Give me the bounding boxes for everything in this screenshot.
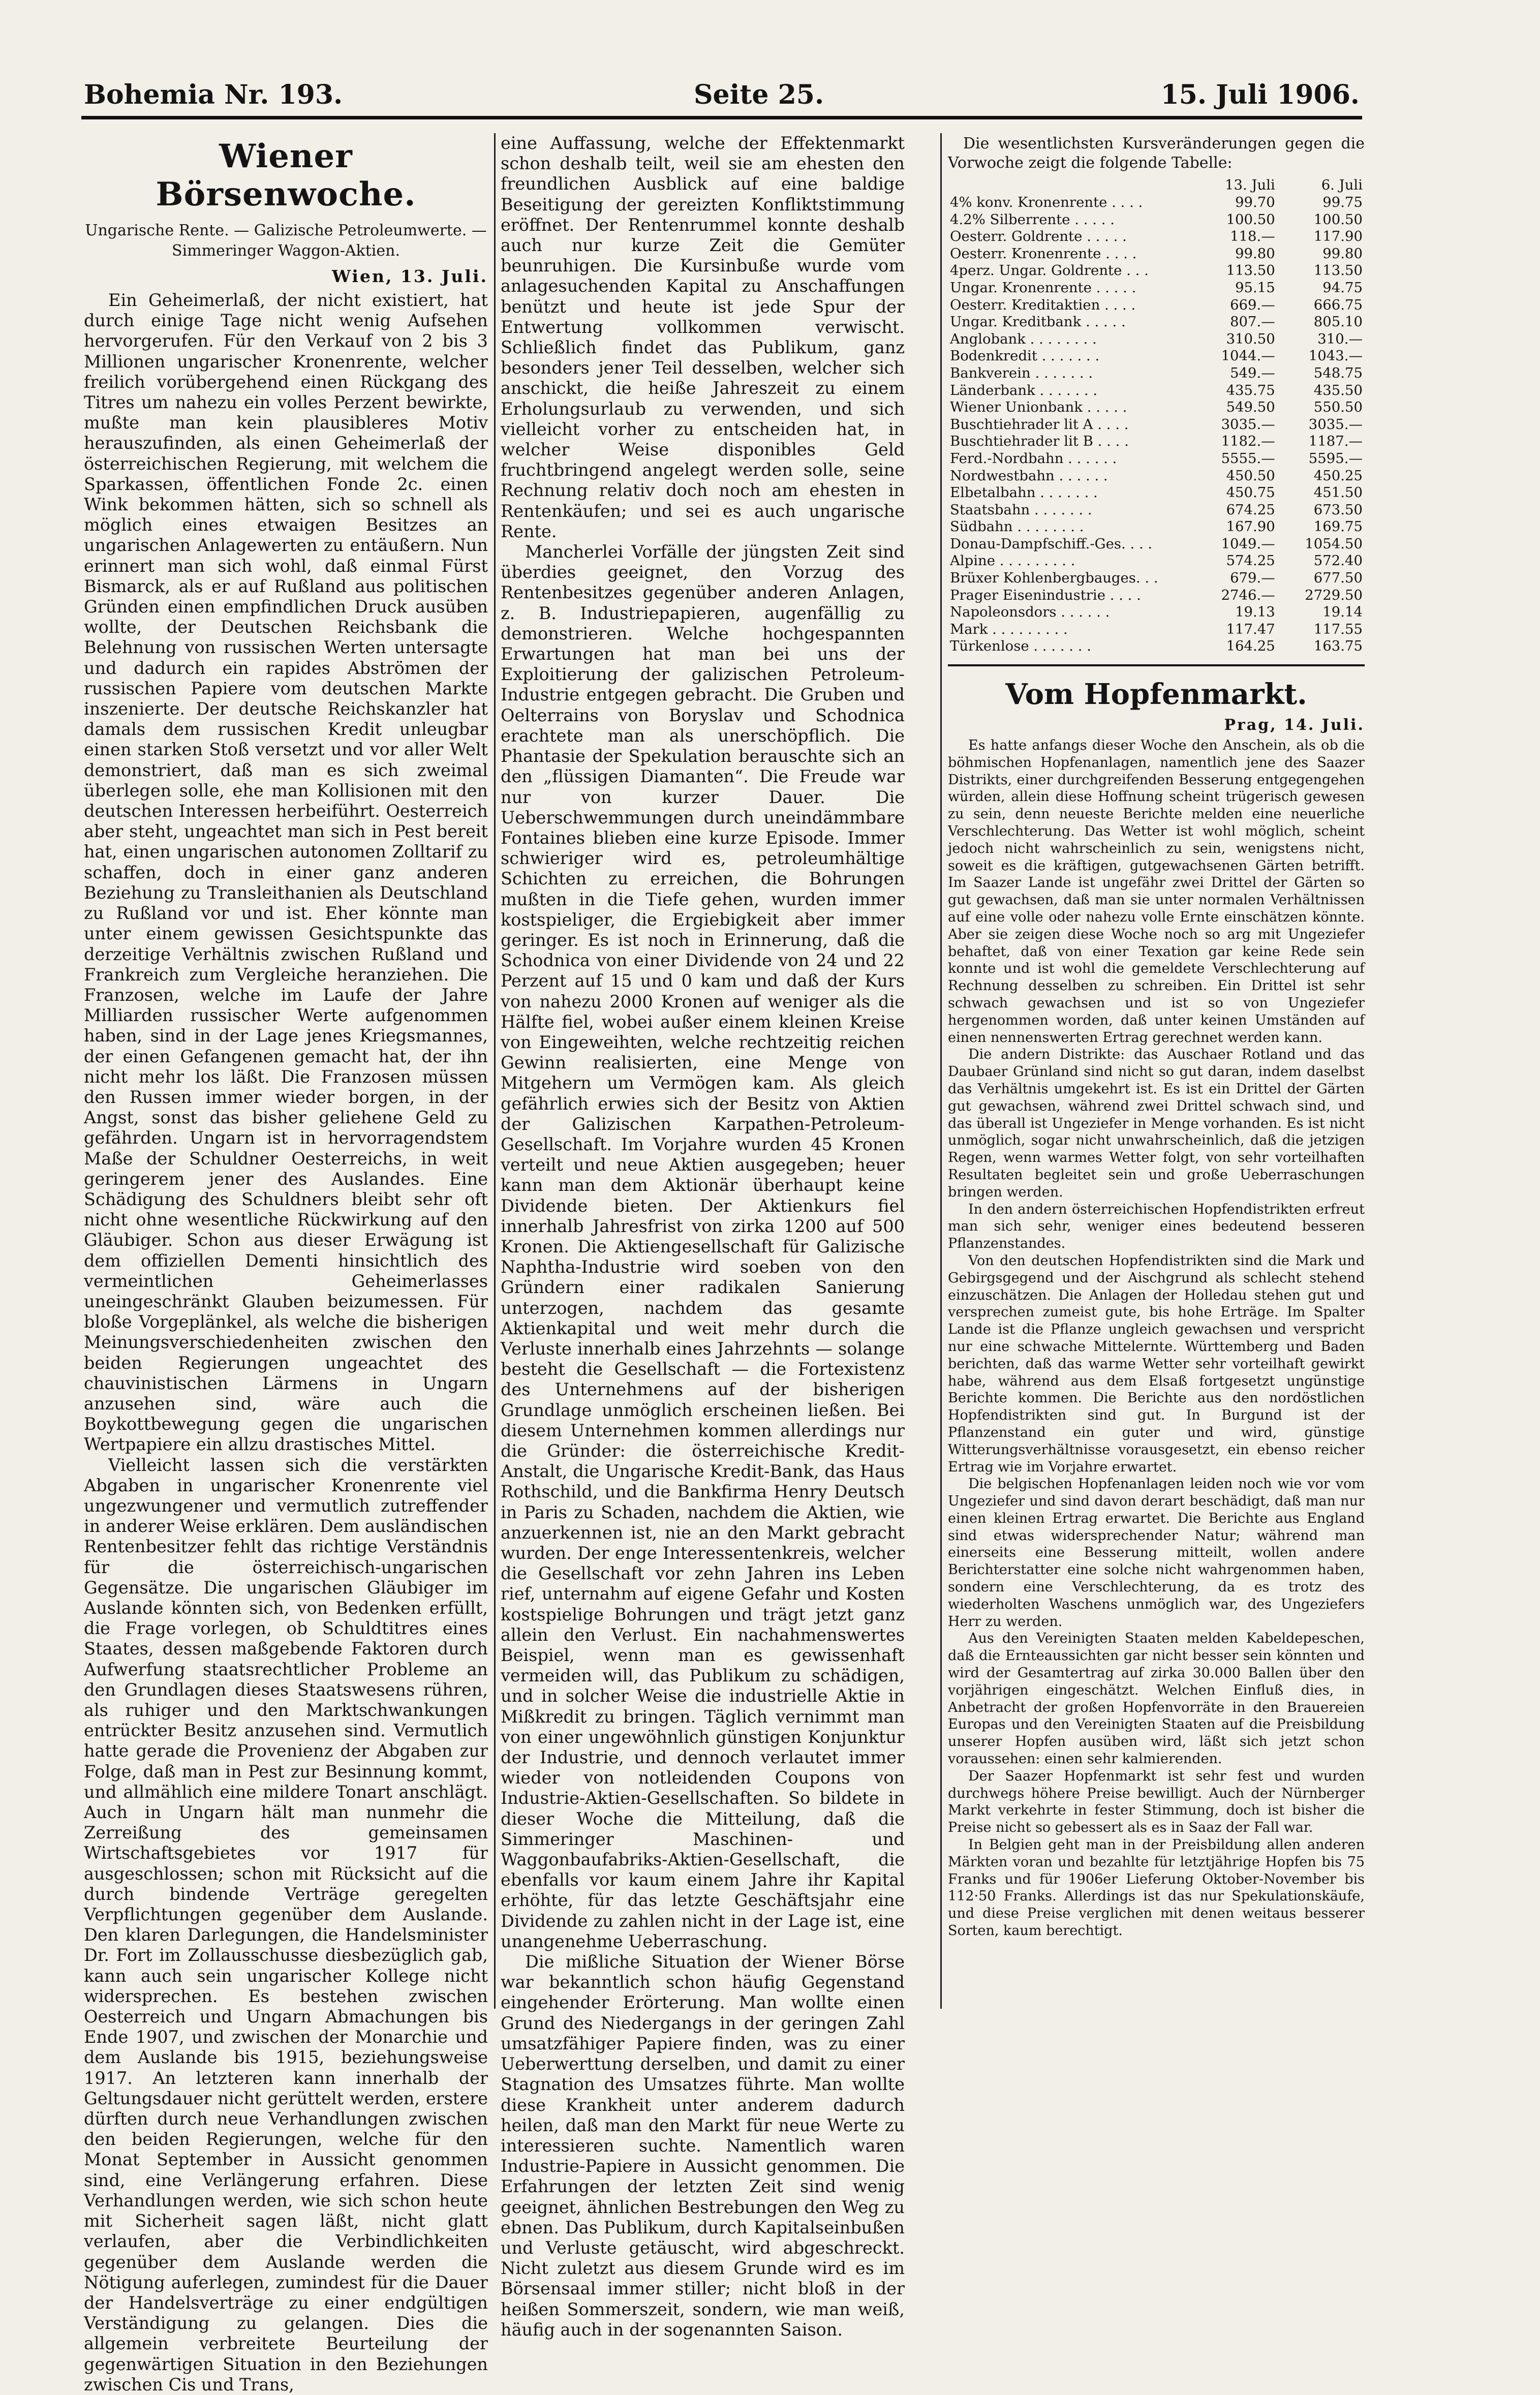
- article-paragraph: Vielleicht lassen sich die verstärkten Abgaben in ungarischer Kronenrente viel ungezwungener und vermutlich zutreffender in anderer Weise erklären. Dem ausländischen Rentenbesitzer fehlt das richtige Verständnis für die österreichisch-ungarischen Gegensätze. Die ungarischen Gläubiger im Auslande könnten sich, von Bedenken erfüllt, die Frage vorlegen, ob Schuldtitres eines Staates, dessen maßgebende Faktoren durch Aufwerfung staatsrechtlicher Probleme an den Grundlagen dieses Staatswesens rühren, als ruhiger und den Marktschwankungen entrückter Besitz anzusehen sind. Vermutlich hatte gerade die Provenienz der Abgaben zur Folge, daß man in Pest zur Besinnung kommt, und allmählich eine mildere Tonart anschlägt. Auch in Ungarn hält man nunmehr die Zerreißung des gemeinsamen Wirtschaftsgebietes vor 1917 für ausgeschlossen; schon mit Rücksicht auf die durch bindende Verträge geregelten Verpflichtungen gegenüber dem Auslande. Den klaren Darlegungen, die Handelsminister Dr. Fort im Zollausschusse diesbezüglich gab, kann auch sein ungarischer Kollege nicht widersprechen. Es bestehen zwischen Oesterreich und Ungarn Abmachungen bis Ende 1907, und zwischen der Monarchie und dem Auslande bis 1915, beziehungsweise 1917. An letzteren kann innerhalb der Geltungsdauer nicht gerüttelt werden, erstere dürften durch neue Verhandlungen zwischen den beiden Regierungen, welche für den Monat September in Aussicht genommen sind, eine Verlängerung erfahren. Diese Verhandlungen werden, wie sich schon heute mit Sicherheit sagen läßt, nicht glatt verlaufen, aber die Verbindlichkeiten gegenüber dem Auslande werden die Nötigung auferlegen, zumindest für die Dauer der Handelsverträge zu einer endgültigen Verständigung zu gelangen. Dies die allgemein verbreitete Beurteilung der gegenwärtigen Situation in den Beziehungen zwischen Cis und Trans,: [84, 1455, 488, 2394]
- table-row: [948, 416, 1365, 434]
- price-previous: 94.75: [1322, 279, 1363, 296]
- table-row: [948, 228, 1365, 245]
- price-current: 99.70: [1235, 194, 1275, 210]
- table-header-row: [948, 176, 1365, 194]
- price-current: 167.90: [1226, 518, 1275, 535]
- price-current: 164.25: [1226, 638, 1275, 655]
- article-body-continued: [501, 133, 905, 2340]
- hopfen-title: Vom Hopfenmarkt.: [1005, 678, 1307, 712]
- security-name: Südbahn . . . . . . . .: [950, 518, 1084, 535]
- table-row: [948, 638, 1365, 655]
- table-row: [948, 450, 1365, 468]
- price-current: 574.25: [1226, 552, 1275, 569]
- price-current: 100.50: [1226, 211, 1275, 228]
- security-name: Oesterr. Goldrente . . . . .: [950, 228, 1127, 245]
- hopfen-paragraph: In den andern österreichischen Hopfendistrikten erfreut man sich sehr, weniger eines bedeutend besseren Pflanzenstandes.: [948, 1201, 1365, 1252]
- security-name: Türkenlose . . . . . . .: [950, 638, 1091, 655]
- table-header-blank: [948, 176, 1190, 194]
- hopfen-paragraph: Der Saazer Hopfenmarkt ist sehr fest und wurden durchwegs höhere Preise bewilligt. Auch der Nürnberger Markt verkehrte in fester Stimmung, doch ist bisher die Preise nicht so gebessert als es in Saaz der Fall war.: [948, 1768, 1365, 1836]
- price-previous: 117.55: [1313, 621, 1363, 637]
- article-subtitle: Ungarische Rente. — Galizische Petroleumwerte. — Simmeringer Waggon-Aktien.: [85, 222, 487, 260]
- table-row: [948, 348, 1365, 365]
- page-header: [84, 76, 1360, 117]
- table-row: [948, 484, 1365, 502]
- security-name: Elbetalbahn . . . . . . .: [950, 484, 1098, 501]
- security-name: Prager Eisenindustrie . . . .: [950, 587, 1141, 603]
- price-previous: 673.50: [1313, 501, 1363, 518]
- table-row: [948, 518, 1365, 536]
- exchange-rate-table: [948, 176, 1365, 655]
- table-row: [948, 399, 1365, 416]
- article-title: Wiener Börsenwoche.: [156, 137, 416, 213]
- security-name: Buschtiehrader lit A . . . .: [950, 416, 1129, 433]
- price-current: 450.50: [1226, 467, 1275, 484]
- security-name: Ungar. Kreditbank . . . . .: [950, 314, 1126, 330]
- article-body: [84, 290, 488, 2395]
- price-previous: 666.75: [1313, 296, 1363, 313]
- price-current: 95.15: [1235, 279, 1275, 296]
- section-rule: [948, 664, 1365, 666]
- security-name: Wiener Unionbank . . . . .: [950, 399, 1127, 416]
- security-name: 4% konv. Kronenrente . . . .: [950, 194, 1143, 210]
- price-previous: 5595.—: [1308, 450, 1363, 467]
- price-current: 435.75: [1226, 382, 1275, 398]
- table-row: [948, 297, 1365, 314]
- price-previous: 435.50: [1313, 382, 1363, 398]
- price-previous: 805.10: [1313, 314, 1363, 330]
- article-paragraph: eine Auffassung, welche der Effektenmarkt schon deshalb teilt, weil sie am ehesten den freundlichen Ausblick auf eine baldige Beseitigung der gereizten Konfliktstimmung eröffnet. Der Rentenrummel konnte deshalb auch nur kurze Zeit die Gemüter beunruhigen. Die Kursinbuße wurde vom anlagesuchenden Kapital zu Anschaffungen benützt und heute ist jede Spur der Entwertung vollkommen verwischt. Schließlich findet das Publikum, ganz besonders jener Teil desselben, welcher sich anschickt, die heiße Jahreszeit zu einem Erholungsurlaub zu verwenden, und sich vielleicht vorher zu entscheiden hat, in welcher Weise disponibles Geld fruchtbringend angelegt werden solle, seine Rechnung relativ doch noch am ehesten in Rentenkäufen; und sei es auch ungarische Rente.: [501, 133, 905, 541]
- security-name: Ferd.-Nordbahn . . . . . .: [950, 450, 1117, 467]
- hopfen-paragraph: Die belgischen Hopfenanlagen leiden noch wie vor vom Ungeziefer und sind davon derart beschädigt, daß man nur einen kleinen Ertrag erwartet. Die Berichte aus England sind etwas widersprechender Natur; während man einerseits eine Besserung mitteilt, wollen andere Berichterstatter eine solche nicht wahrgenommen haben, sondern eine Verschlechterung, da es trotz des wiederholten Waschens unmöglich war, des Ungeziefers Herr zu werden.: [948, 1476, 1365, 1630]
- price-previous: 113.50: [1313, 262, 1363, 279]
- table-row: [948, 280, 1365, 297]
- table-body: [948, 194, 1365, 655]
- table-row: [948, 552, 1365, 570]
- table-row: [948, 570, 1365, 587]
- table-row: [948, 536, 1365, 553]
- column-left: [84, 133, 488, 2394]
- security-name: Länderbank . . . . . . .: [950, 382, 1098, 398]
- hopfen-dateline: Prag, 14. Juli.: [1224, 716, 1365, 734]
- price-previous: 572.40: [1313, 552, 1363, 569]
- price-previous: 1043.—: [1308, 348, 1363, 364]
- price-current: 2746.—: [1221, 587, 1275, 603]
- table-header-date-current: 13. Juli: [1224, 177, 1275, 193]
- header-date: 15. Juli 1906.: [1160, 79, 1360, 110]
- hopfen-paragraph: Aus den Vereinigten Staaten melden Kabeldepeschen, daß die Ernteaussichten gar nicht besser sein könnten und wird der Gesamtertrag auf zirka 30.000 Ballen über den vorjährigen eingeschätzt. Welchen Einfluß dies, in Anbetracht der großen Hopfenvorräte in den Brauereien Europas und den Vereinigten Staaten auf die Preisbildung unserer Hopfen ausüben wird, läßt sich jetzt schon voraussehen: einen sehr kalmierenden.: [948, 1631, 1365, 1767]
- price-previous: 450.25: [1313, 467, 1363, 484]
- table-row: [948, 245, 1365, 263]
- article-paragraph: Mancherlei Vorfälle der jüngsten Zeit sind überdies geeignet, den Vorzug des Rentenbesitzes gegenüber anderen Anlagen, z. B. Industriepapieren, augenfällig zu demonstrieren. Welche hochgespannten Erwartungen hat man bei uns der Exploitierung der galizischen Petroleum-Industrie entgegen gebracht. Die Gruben und Oelterrains von Boryslav und Schodnica erachtete man als unerschöpflich. Die Phantasie der Spekulation berauschte sich an den „flüssigen Diamanten“. Die Freude war nur von kurzer Dauer. Die Ueberschwemmungen durch uneindämmbare Fontaines blieben eine kurze Episode. Immer schwieriger wird es, petroleumhältige Schichten zu erreichen, die Bohrungen mußten in die Tiefe gehen, wurden immer kostspieliger, die Ergiebigkeit aber immer geringer. Es ist noch in Erinnerung, daß die Schodnica von einer Dividende von 24 und 22 Perzent auf 15 und 0 kam und daß der Kurs von nahezu 2000 Kronen auf weniger als die Hälfte fiel, wobei außer einem kleinen Kreise von Eingeweihten, welche rechtzeitig reichen Gewinn realisierten, eine Menge von Mitgehern um Vermögen kam. Als gleich gefährlich erwies sich der Besitz von Aktien der Galizischen Karpathen-Petroleum-Gesellschaft. Im Vorjahre wurden 45 Kronen verteilt und neue Aktien ausgegeben; heuer kann man dem Aktionär überhaupt keine Dividende bieten. Der Aktienkurs fiel innerhalb Jahresfrist von zirka 1200 auf 500 Kronen. Die Aktiengesellschaft für Galizische Naphtha-Industrie wird soeben von den Gründern einer radikalen Sanierung unterzogen, nachdem das gesamte Aktienkapital und weit mehr durch die Verluste innerhalb eines Jahrzehnts — solange besteht die Gesellschaft — die Fortexistenz des Unternehmens auf der bisherigen Grundlage unmöglich erscheinen ließen. Bei diesem Unternehmen kommen allerdings nur die Gründer: die österreichische Kredit-Anstalt, die Ungarische Kredit-Bank, das Haus Rothschild, und die Bankfirma Henry Deutsch in Paris zu Schaden, nachdem die Aktien, wie anzuerkennen ist, nie an den Markt gebracht wurden. Der enge Interessentenkreis, welcher die Gesellschaft vor zehn Jahren ins Leben rief, unternahm auf eigene Gefahr und Kosten kostspielige Bohrungen und trägt jetzt ganz allein den Verlust. Ein nachahmenswertes Beispiel, wenn man es gewissenhaft vermeiden will, das Publikum zu schädigen, und in solcher Weise die industrielle Aktie in Mißkredit zu bringen. Täglich vernimmt man von einer ungewöhnlich günstigen Konjunktur der Industrie, und dennoch verlautet immer wieder von notleidenden Coupons von Industrie-Aktien-Gesellschaften. So bildete in dieser Woche die Mitteilung, daß die Simmeringer Maschinen- und Waggonbaufabriks-Aktien-Gesellschaft, die ebenfalls vor kaum einem Jahre ihr Kapital erhöhte, für das letzte Geschäftsjahr eine Dividende zu zahlen nicht in der Lage ist, eine unangenehme Ueberraschung.: [501, 542, 905, 1951]
- price-current: 549.—: [1230, 364, 1275, 381]
- price-current: 549.50: [1226, 399, 1275, 416]
- header-page-number: Seite 25.: [694, 79, 824, 110]
- security-name: Donau-Dampfschiff.-Ges. . . .: [950, 535, 1153, 552]
- price-previous: 169.75: [1313, 518, 1363, 535]
- price-previous: 310.—: [1317, 330, 1363, 347]
- price-current: 674.25: [1226, 501, 1275, 518]
- price-previous: 451.50: [1313, 484, 1363, 501]
- hopfen-body: [948, 737, 1365, 1940]
- column-divider: [494, 133, 496, 2009]
- table-row: [948, 433, 1365, 450]
- hopfen-paragraph: Es hatte anfangs dieser Woche den Anschein, als ob die böhmischen Hopfenanlagen, namentlich jene des Saazer Distrikts, einer durchgreifenden Besserung entgegengehen würden, allein diese Hoffnung scheint trügerisch gewesen zu sein, denn neueste Berichte melden eine neuerliche Verschlechterung. Das Wetter ist wohl möglich, scheint jedoch nicht wahrscheinlich zu sein, wenigstens nicht, soweit es die kräftigen, gutgewachsenen Gärten betrifft. Im Saazer Lande ist ungefähr zwei Drittel der Gärten so gut gewachsen, daß man sie unter normalen Verhältnissen auf eine volle oder nahezu volle Ernte einschätzen könnte. Aber sie zeigen diese Woche noch so arg mit Ungeziefer behaftet, daß von einer Texation gar keine Rede sein konnte und ist wohl die gemeldete Verschlechterung auf Rechnung desselben zu schreiben. Ein Drittel ist sehr schwach gewachsen und ist so von Ungeziefer hergenommen worden, daß unter keinen Umständen auf einen nennenswerten Ertrag gerechnet werden kann.: [948, 738, 1365, 1046]
- column-middle: [501, 133, 905, 2340]
- column-divider: [940, 133, 942, 2009]
- table-row: [948, 621, 1365, 638]
- table-row: [948, 331, 1365, 348]
- price-current: 3035.—: [1221, 416, 1275, 433]
- price-previous: 100.50: [1313, 211, 1363, 228]
- article-paragraph: Ein Geheimerlaß, der nicht existiert, hat durch einige Tage nicht wenig Aufsehen hervorgerufen. Für den Verkauf von 2 bis 3 Millionen ungarischer Kronenrente, welcher freilich vorübergehend einen Rückgang des Titres um nahezu ein volles Perzent bewirkte, mußte man kein plausibleres Motiv herauszufinden, als einen Geheimerlaß der österreichischen Regierung, mit welchem die Sparkassen, öffentlichen Fonde 2c. einen Wink bekommen hätten, sich so schnell als möglich eines etwaigen Besitzes an ungarischen Anlagewerten zu entäußern. Nun erinnert man sich wohl, daß einmal Fürst Bismarck, als er auf Rußland aus politischen Gründen einen empfindlichen Druck ausüben wollte, der Deutschen Reichsbank die Belehnung von russischen Werten untersagte und dadurch ein rapides Abströmen der russischen Papiere vom deutschen Markte inszenierte. Der deutsche Reichskanzler hat damals dem russischen Kredit unleugbar einen starken Stoß versetzt und vor aller Welt demonstriert, daß man es sich zweimal überlegen solle, ehe man Kollisionen mit den deutschen Interessen herbeiführt. Oesterreich aber steht, ungeachtet man sich in Pest bereit hat, einen ungarischen autonomen Zolltarif zu schaffen, doch in einer ganz anderen Beziehung zu Transleithanien als Deutschland zu Rußland vor und ist. Eher könnte man unter einem gewissen Gesichtspunkte das derzeitige Verhältnis zwischen Rußland und Frankreich zum Vergleiche heranziehen. Die Franzosen, welche im Laufe der Jahre Milliarden russischer Werte aufgenommen haben, sind in der Lage jenes Kriegsmannes, der einen Gefangenen gemacht hat, der ihn nicht mehr los läßt. Die Franzosen müssen den Russen immer wieder borgen, in der Angst, sonst das bisher geliehene Geld zu gefährden. Ungarn ist in hervorragendstem Maße der Schuldner Oesterreichs, in weit geringerem jener des Auslandes. Eine Schädigung des Schuldners bleibt sehr oft nicht ohne wesentliche Rückwirkung auf den Gläubiger. Schon aus dieser Erwägung ist dem offiziellen Dementi hinsichtlich des vermeintlichen Geheimerlasses uneingeschränkt Glauben beizumessen. Für bloße Vorgeplänkel, als welche die bisherigen Meinungsverschiedenheiten zwischen den beiden Regierungen ungeachtet des chauvinistischen Lärmens in Ungarn anzusehen sind, wäre auch die Boykottbewegung gegen die ungarischen Wertpapiere ein allzu drastisches Mittel.: [84, 290, 488, 1455]
- price-current: 679.—: [1230, 570, 1275, 587]
- table-row: [948, 382, 1365, 400]
- column-right: [948, 133, 1365, 2021]
- price-previous: 548.75: [1313, 364, 1363, 381]
- article-paragraph: Die mißliche Situation der Wiener Börse war bekanntlich schon häufig Gegenstand eingehender Erörterung. Man wollte einen Grund des Niedergangs in der geringen Zahl umsatzfähiger Papiere finden, was zu einer Ueberwerttung derselben, und damit zu einer Stagnation des Umsatzes führte. Man wollte diese Krankheit unter anderem dadurch heilen, daß man den Markt für neue Werte zu interessieren suchte. Namentlich waren Industrie-Papiere in Aussicht genommen. Die Erfahrungen der letzten Zeit sind wenig geeignet, ähnlichen Bestrebungen den Weg zu ebnen. Das Publikum, durch Kapitalseinbußen und Verluste getäuscht, wird abgeschreckt. Nicht zuletzt aus diesem Grunde wird es im Börsensaal immer stiller; nicht bloß in der heißen Sommerszeit, sondern, wie man weiß, häufig auch in der sogenannten Saison.: [501, 1952, 905, 2340]
- security-name: Staatsbahn . . . . . . .: [950, 501, 1092, 518]
- header-issue: Bohemia Nr. 193.: [84, 79, 343, 110]
- price-current: 5555.—: [1221, 450, 1275, 467]
- table-row: [948, 211, 1365, 229]
- price-previous: 117.90: [1313, 228, 1363, 245]
- table-intro: Die wesentlichsten Kursveränderungen gegen die Vorwoche zeigt die folgende Tabelle:: [948, 135, 1365, 172]
- price-current: 99.80: [1235, 245, 1275, 262]
- price-previous: 3035.—: [1308, 416, 1363, 433]
- security-name: 4perz. Ungar. Goldrente . . .: [950, 262, 1149, 279]
- price-previous: 550.50: [1313, 399, 1363, 416]
- security-name: Ungar. Kronenrente . . . . .: [950, 279, 1136, 296]
- price-current: 113.50: [1226, 262, 1275, 279]
- security-name: Nordwestbahn . . . . . .: [950, 467, 1108, 484]
- price-current: 450.75: [1226, 484, 1275, 501]
- price-current: 1044.—: [1221, 348, 1275, 364]
- price-previous: 677.50: [1313, 570, 1363, 587]
- security-name: Bankverein . . . . . . .: [950, 364, 1093, 381]
- table-row: [948, 587, 1365, 604]
- price-current: 669.—: [1230, 296, 1275, 313]
- security-name: Bodenkredit . . . . . . .: [950, 348, 1100, 364]
- price-previous: 19.14: [1322, 604, 1363, 621]
- security-name: 4.2% Silberrente . . . . .: [950, 211, 1115, 228]
- price-previous: 99.75: [1322, 194, 1363, 210]
- table-row: [948, 314, 1365, 331]
- price-current: 117.47: [1226, 621, 1275, 637]
- security-name: Anglobank . . . . . . . .: [950, 330, 1097, 347]
- table-row: [948, 604, 1365, 621]
- security-name: Brüxer Kohlenbergbauges. . .: [950, 570, 1158, 587]
- security-name: Napoleonsdors . . . . . .: [950, 604, 1110, 621]
- security-name: Buschtiehrader lit B . . . .: [950, 433, 1129, 450]
- hopfen-paragraph: Die andern Distrikte: das Auschaer Rotland und das Daubaer Grünland sind nicht so gut daran, indem daselbst das Verhältnis umgekehrt ist. Es ist ein Drittel der Gärten gut gewachsen, während zwei Drittel schwach sind, und das überall ist Ungeziefer in Menge vorhanden. Es ist nicht unmöglich, sogar nicht unwahrscheinlich, daß die jetzigen Regen, wenn warmes Wetter folgt, von sehr vorteilhaften Resultaten begleitet sein und große Ueberraschungen bringen werden.: [948, 1047, 1365, 1200]
- price-current: 1182.—: [1221, 433, 1275, 450]
- table-row: [948, 468, 1365, 485]
- table-row: [948, 262, 1365, 280]
- security-name: Oesterr. Kronenrente . . . .: [950, 245, 1137, 262]
- price-previous: 1054.50: [1305, 535, 1363, 552]
- header-rule: [81, 116, 1362, 119]
- table-header-date-previous: 6. Juli: [1321, 177, 1363, 193]
- price-previous: 163.75: [1313, 638, 1363, 655]
- article-dateline: Wien, 13. Juli.: [331, 266, 488, 286]
- table-row: [948, 194, 1365, 211]
- price-current: 807.—: [1230, 314, 1275, 330]
- hopfen-paragraph: In Belgien geht man in der Preisbildung allen anderen Märkten voran und bezahlte für letztjährige Hopfen bis 75 Franks und für 1906er Lieferung Oktober-November bis 112·50 Franks. Allerdings ist das nur Spekulationskäufe, und diese Preise verglichen mit denen weitaus besserer Sorten, kaum berechtigt.: [948, 1837, 1365, 1939]
- security-name: Mark . . . . . . . . .: [950, 621, 1068, 637]
- price-previous: 99.80: [1322, 245, 1363, 262]
- price-current: 118.—: [1230, 228, 1275, 245]
- table-row: [948, 365, 1365, 382]
- hopfen-paragraph: Von den deutschen Hopfendistrikten sind die Mark und Gebirgsgegend und der Aischgrund als schlecht stehend einzuschätzen. Die Anlagen der Holledau stehen gut und versprechen zumeist gute, bis hohe Erträge. Im Spalter Lande ist die Pflanze ungleich gewachsen und verspricht nur eine schwache Mittelernte. Württemberg und Baden berichten, daß das warme Wetter sehr vorteilhaft gewirkt habe, während aus dem Elsaß fortgesetzt ungünstige Berichte kommen. Die Berichte aus den nordöstlichen Hopfendistrikten sind gut. In Burgund ist der Pflanzenstand ein guter und wird, günstige Witterungsverhältnisse vorausgesetzt, ein ebenso reicher Ertrag wie im Vorjahre erwartet.: [948, 1252, 1365, 1475]
- price-current: 310.50: [1226, 330, 1275, 347]
- price-current: 1049.—: [1221, 535, 1275, 552]
- table-row: [948, 502, 1365, 519]
- price-current: 19.13: [1235, 604, 1275, 621]
- price-previous: 1187.—: [1308, 433, 1363, 450]
- security-name: Oesterr. Kreditaktien . . . .: [950, 296, 1136, 313]
- security-name: Alpine . . . . . . . . .: [950, 552, 1075, 569]
- price-previous: 2729.50: [1305, 587, 1363, 603]
